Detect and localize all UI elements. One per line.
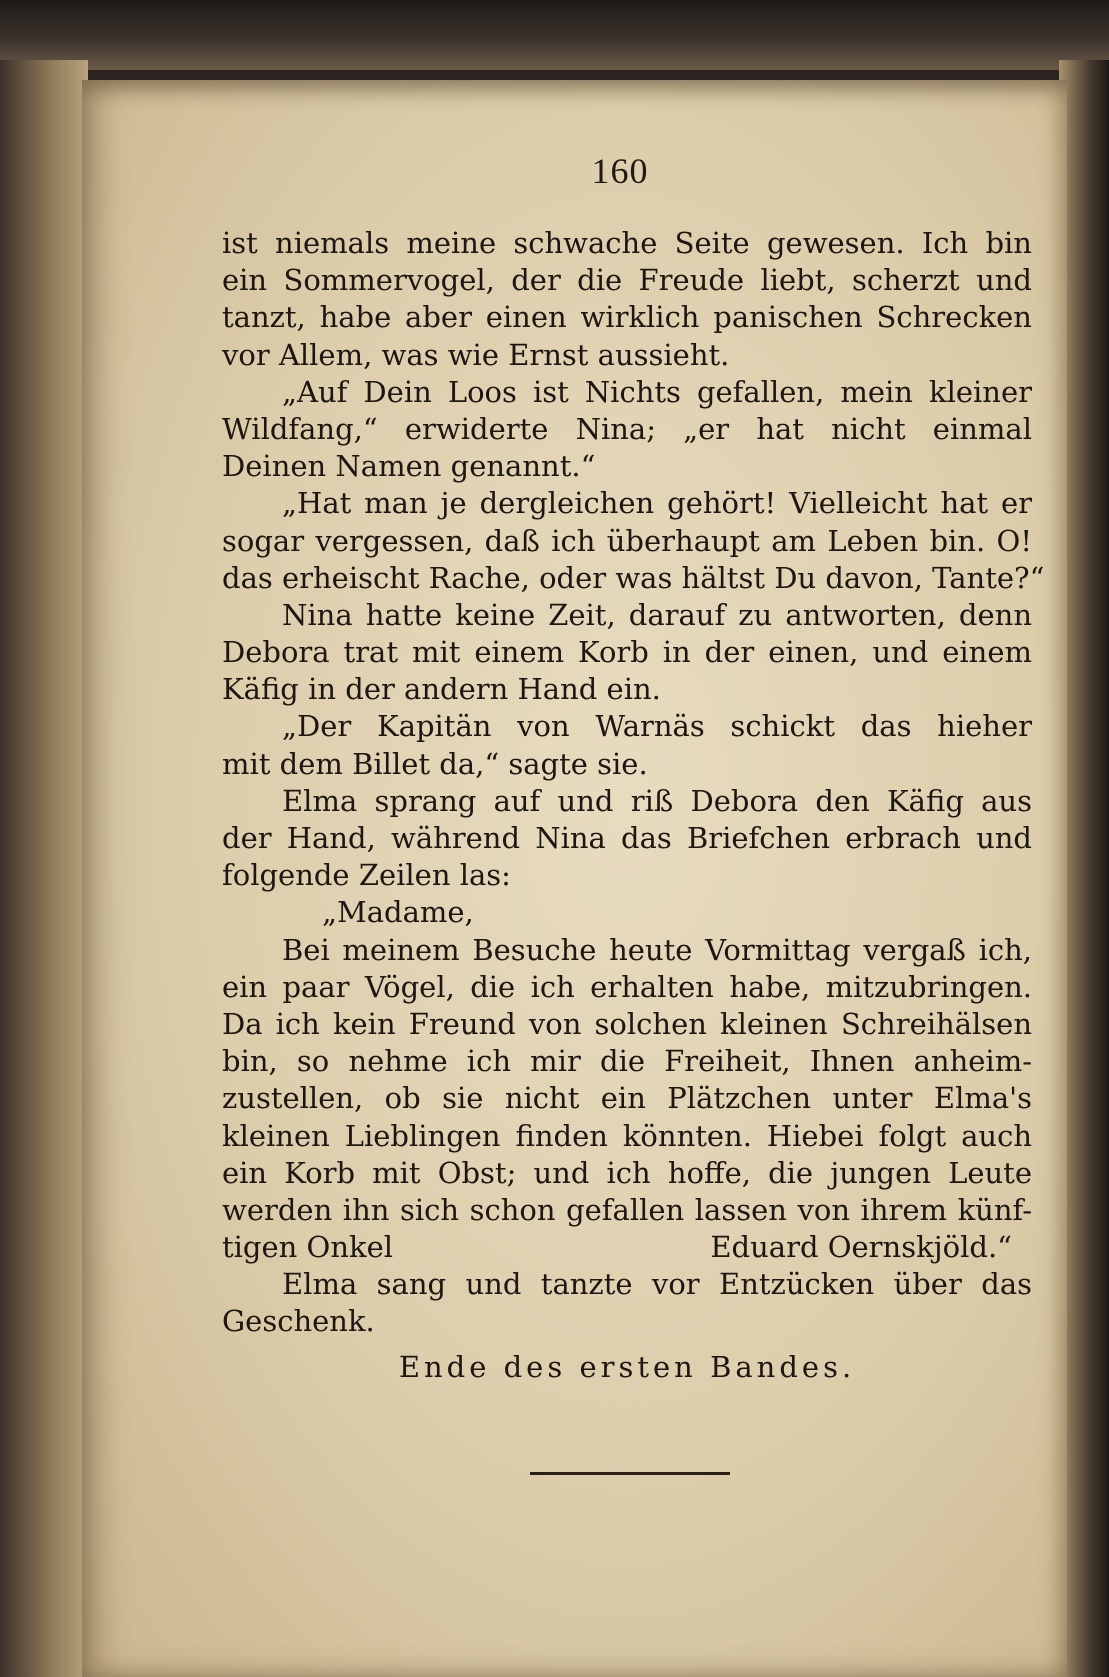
text-line: tanzt, habe aber einen wirklich panischen Schrecken <box>222 300 1032 335</box>
text-line: Debora trat mit einem Korb in der einen, und einem <box>222 635 1032 670</box>
page-text <box>222 225 1045 1386</box>
text-line: Käfig in der andern Hand ein. <box>222 672 661 707</box>
text-line: Nina hatte keine Zeit, darauf zu antworten, denn <box>282 597 1032 632</box>
end-of-volume-text: Ende des ersten Bandes. <box>398 1349 856 1384</box>
book-top-edge <box>0 0 1109 70</box>
letter-salutation: „Madame, <box>322 895 474 930</box>
letter-signature-line <box>222 1229 1032 1266</box>
text-line: ist niemals meine schwache Seite gewesen. Ich bin <box>222 226 1032 260</box>
text-line: kleinen Lieblingen finden könnten. Hiebei folgt auch <box>222 1118 1032 1153</box>
text-line: Bei meinem Besuche heute Vormittag vergaß ich, <box>282 932 1032 967</box>
signature-left: tigen Onkel <box>222 1230 394 1265</box>
text-line: sogar vergessen, daß ich überhaupt am Leben bin. O! <box>222 523 1032 558</box>
end-rule <box>530 1472 730 1475</box>
text-line: ein Korb mit Obst; und ich hoffe, die jungen Leute <box>222 1155 1032 1190</box>
text-line: Elma sang und tanzte vor Entzücken über das <box>282 1267 1032 1302</box>
signature-name: Eduard Oernskjöld.“ <box>710 1230 1012 1265</box>
text-line: ein Sommervogel, der die Freude liebt, scherzt und <box>222 263 1032 298</box>
text-line: Wildfang,“ erwiderte Nina; „er hat nicht einmal <box>222 411 1032 446</box>
text-line: Elma sprang auf und riß Debora den Käfig aus <box>282 783 1032 818</box>
text-line: zustellen, ob sie nicht ein Plätzchen unter Elma's <box>222 1081 1032 1116</box>
text-line: der Hand, während Nina das Briefchen erbrach und <box>222 821 1032 855</box>
text-line: vor Allem, was wie Ernst aussieht. <box>222 337 730 372</box>
text-line: „Auf Dein Loos ist Nichts gefallen, mein kleiner <box>282 374 1032 409</box>
text-line: ein paar Vögel, die ich erhalten habe, mitzubringen. <box>222 969 1032 1004</box>
page-number: 160 <box>591 151 649 191</box>
book-left-edge <box>0 60 88 1677</box>
text-line: Geschenk. <box>222 1304 375 1339</box>
text-line: werden ihn sich schon gefallen lassen von ihrem künf- <box>222 1192 1032 1227</box>
text-line: „Hat man je dergleichen gehört! Vielleicht hat er <box>282 486 1032 521</box>
text-line: Deinen Namen genannt.“ <box>222 449 596 484</box>
text-line: Da ich kein Freund von solchen kleinen Schreihälsen <box>222 1006 1032 1041</box>
text-line: bin, so nehme ich mir die Freiheit, Ihnen anheim- <box>222 1044 1032 1079</box>
text-line: mit dem Billet da,“ sagte sie. <box>222 746 648 781</box>
text-line: „Der Kapitän von Warnäs schickt das hieher <box>282 709 1032 744</box>
text-line: das erheischt Rache, oder was hältst Du davon, Tante?“ <box>222 560 1045 595</box>
text-line: folgende Zeilen las: <box>222 858 511 893</box>
